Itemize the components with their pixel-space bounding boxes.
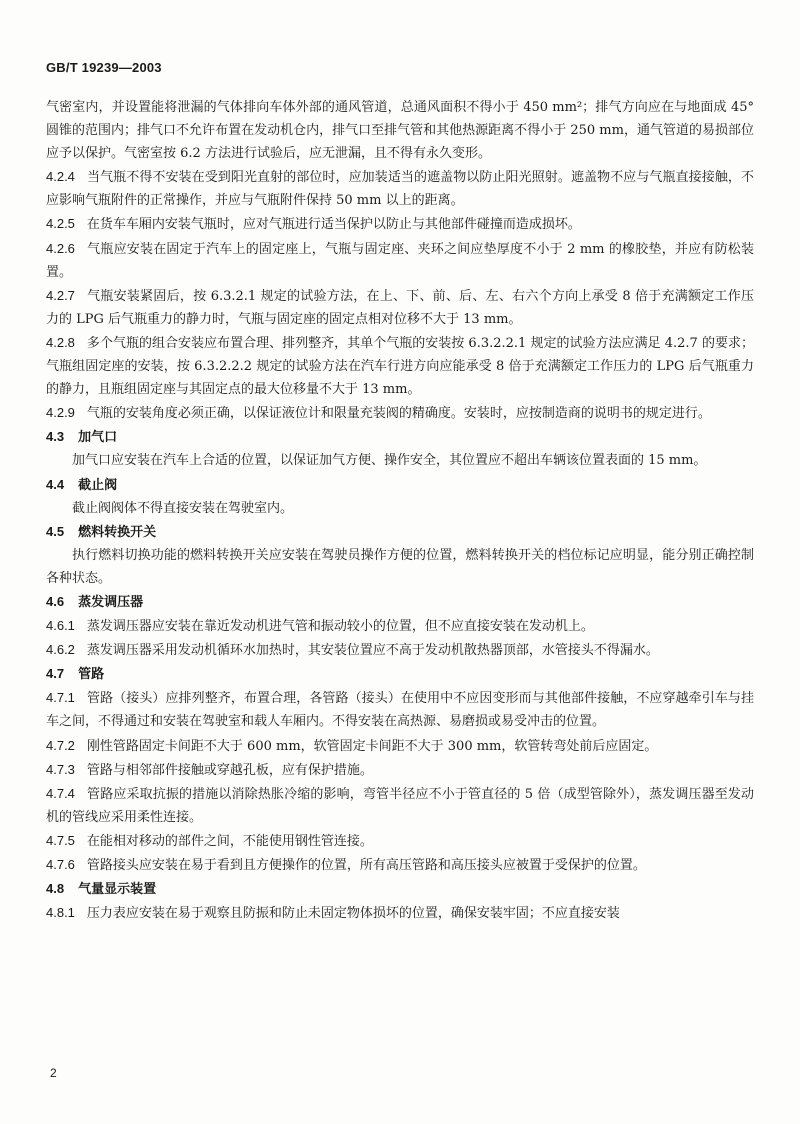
paragraph-text: 气密室内，并设置能将泄漏的气体排向车体外部的通风管道，总通风面积不得小于 450 mm²；排气方向应在与地面成 45°圆锥的范围内；排气口不允许布置在发动机仓内，排气口至排气管和其他热源距离不得小于 250 mm，通气管道的易损部位应予以保护。气密室按 6.2 方法进行试验后，应无泄漏，且不得有永久变形。 [46,100,754,162]
paragraph [46,212,754,236]
clause-number: 4.2.4 [46,169,75,185]
clause-number: 4.6 [46,593,65,609]
clause-number: 4.2.5 [46,216,75,232]
paragraph-text: 气瓶安装紧固后，按 6.3.2.1 规定的试验方法，在上、下、前、后、左、右六个方向上承受 8 倍于充满额定工作压力的 LPG 后气瓶重力的静力时，气瓶与固定座的固定点相对位移不大于 13 mm。 [46,288,754,327]
paragraph-text: 气瓶的安装角度必须正确，以保证液位计和限量充装阀的精确度。安装时，应按制造商的说明书的规定进行。 [86,406,711,422]
clause-number: 4.7.2 [46,737,75,753]
heading-text: 气量显示装置 [78,882,157,898]
paragraph [46,237,754,284]
paragraph [46,686,754,733]
paragraph [46,544,754,590]
paragraph [46,284,754,331]
paragraph [46,331,754,401]
clause-number: 4.7 [46,666,65,682]
clause-number: 4.2.6 [46,240,75,256]
section-heading [46,520,754,544]
clause-number: 4.8.1 [46,905,75,921]
paragraph-text: 管路应采取抗振的措施以消除热胀冷缩的影响，弯管半径应不小于管直径的 5 倍（成型管除外），蒸发调压器至发动机的管线应采用柔性连接。 [46,786,754,825]
clause-number: 4.6.2 [46,642,75,658]
clause-number: 4.2.8 [46,334,75,350]
clause-number: 4.7.1 [46,690,75,706]
paragraph [46,734,754,758]
paragraph-text: 管路接头应安装在易于看到且方便操作的位置，所有高压管路和高压接头应被置于受保护的位置。 [86,858,646,873]
paragraph-text: 蒸发调压器采用发动机循环水加热时，其安装位置应不高于发动机散热器顶部，水管接头不得漏水。 [86,643,659,659]
page-number: 2 [50,1066,57,1080]
paragraph [46,782,754,829]
section-heading [46,473,754,497]
paragraph [46,901,754,925]
section-heading [46,425,754,449]
paragraph-text: 压力表应安装在易于观察且防振和防止未固定物体损坏的位置，确保安装牢固；不应直接安装 [86,906,620,922]
clause-number: 4.5 [46,523,65,539]
paragraph [46,449,754,472]
paragraph [46,401,754,425]
paragraph-text: 执行燃料切换功能的燃料转换开关应安装在驾驶员操作方便的位置，燃料转换开关的档位标记应明显，能分别正确控制各种状态。 [46,547,754,586]
heading-text: 截止阀 [78,477,118,493]
clause-number: 4.7.4 [46,785,75,801]
paragraph-text: 管路（接头）应排列整齐，布置合理，各管路（接头）在使用中不应因变形而与其他部件接触，不应穿越牵引车与挂车之间，不得通过和安装在驾驶室和载人车厢内。不得安装在高热源、易磨损或易受冲击的位置。 [46,691,754,730]
clause-number: 4.7.6 [46,857,75,872]
paragraph [46,96,754,165]
paragraph-text: 截止阀阀体不得直接安装在驾驶室内。 [72,500,294,516]
section-heading [46,877,754,901]
paragraph-text: 刚性管路固定卡间距不大于 600 mm，软管固定卡间距不大于 300 mm，软管转弯处前后应固定。 [86,738,658,754]
paragraph [46,614,754,638]
section-heading [46,590,754,614]
clause-number: 4.3 [46,429,65,445]
heading-text: 加气口 [78,430,118,446]
paragraph [46,165,754,212]
paragraph-text: 多个气瓶的组合安装应布置合理、排列整齐，其单个气瓶的安装按 6.3.2.2.1 规定的试验方法应满足 4.2.7 的要求；气瓶组固定座的安装，按 6.3.2.2.2 规定的试验方法在汽车行进方向应能承受 8 倍于充满额定工作压力的 LPG 后气瓶重力的静力，且瓶组固定座与其固定点的最大位移量不大于 13 mm。 [46,335,754,398]
paragraph-text: 在能相对移动的部件之间，不能使用钢性管连接。 [86,833,373,849]
clause-number: 4.8 [46,881,65,897]
paragraph-text: 加气口应安装在汽车上合适的位置，以保证加气方便、操作安全，其位置应不超出车辆该位置表面的 15 mm。 [72,453,707,469]
clause-number: 4.7.3 [46,761,75,777]
paragraph-text: 管路与相邻部件接触或穿越孔板，应有保护措施。 [86,762,373,778]
clause-number: 4.2.9 [46,405,75,421]
clause-number: 4.4 [46,476,65,492]
paragraph [46,638,754,662]
paragraph [46,853,754,877]
paragraph [46,758,754,782]
heading-text: 蒸发调压器 [78,594,144,610]
paragraph-text: 在货车车厢内安装气瓶时，应对气瓶进行适当保护以防止与其他部件碰撞而造成损坏。 [86,217,581,233]
paragraph [46,497,754,520]
clause-number: 4.7.5 [46,832,75,848]
section-heading [46,662,754,686]
paragraph-text: 当气瓶不得不安装在受到阳光直射的部位时，应加装适当的遮盖物以防止阳光照射。遮盖物不应与气瓶直接接触，不应影响气瓶附件的正常操作，并应与气瓶附件保持 50 mm 以上的距离。 [46,170,754,209]
standard-code: GB/T 19239—2003 [46,60,162,75]
document-body [46,96,754,925]
paragraph-text: 蒸发调压器应安装在靠近发动机进气管和振动较小的位置，但不应直接安装在发动机上。 [86,619,594,635]
heading-text: 燃料转换开关 [78,524,157,540]
paragraph-text: 气瓶应安装在固定于汽车上的固定座上，气瓶与固定座、夹环之间应垫厚度不小于 2 mm 的橡胶垫，并应有防松装置。 [46,241,754,280]
clause-number: 4.6.1 [46,618,75,634]
heading-text: 管路 [78,667,105,683]
clause-number: 4.2.7 [46,287,75,303]
paragraph [46,829,754,853]
